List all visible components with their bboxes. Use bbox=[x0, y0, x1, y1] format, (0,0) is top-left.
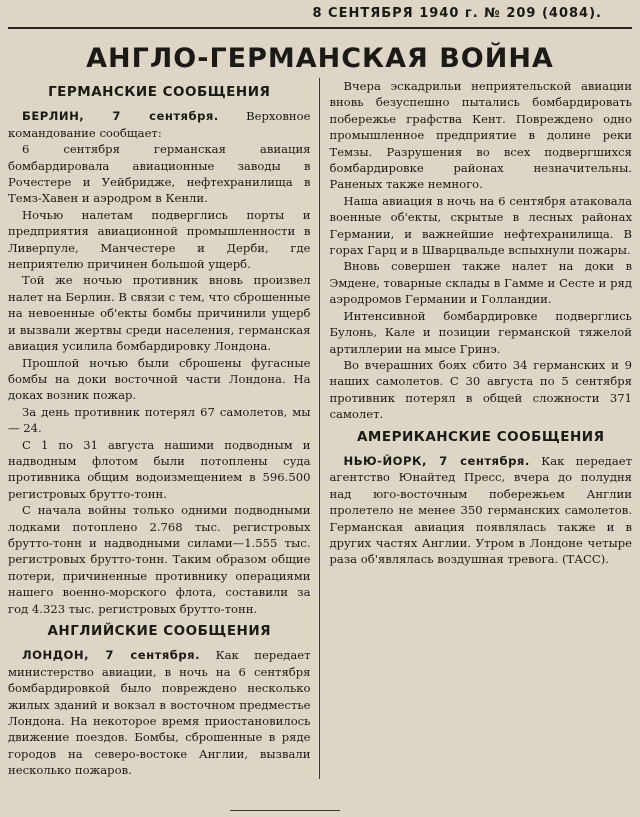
main-headline: АНГЛО-ГЕРМАНСКАЯ ВОЙНА bbox=[86, 43, 554, 74]
german-paragraph: Той же ночью противник вновь произвел налет на Берлин. В связи с тем, что сброшенные на невоенные об'екты бомбы причинили ущерб и вызвали жертвы среди населения, германская авиация усилила бомбардировку Лондона. bbox=[8, 273, 311, 354]
german-paragraph: 6 сентября германская авиация бомбардировала авиационные заводы в Рочестере и Уейбридже, нефтехранилища в Темз-Хавен и аэродром в Кенли. bbox=[8, 142, 311, 206]
english-reports-heading: АНГЛИЙСКИЕ СООБЩЕНИЯ bbox=[47, 623, 272, 639]
german-dateline: БЕРЛИН, 7 сентября. bbox=[22, 109, 219, 124]
english-paragraph: Во вчерашних боях сбито 34 германских и 9 наших самолетов. С 30 августа по 5 сентября противник потерял в общей сложности 371 самолет. bbox=[329, 357, 632, 422]
english-intro: Как передает министерство авиации, в ночь на 6 сентября бомбардировкой было повреждено несколько жилых зданий и вокзал в восточном предместье Лондона. На некоторое время приостановилось движение поездов. Бомбы, сброшенные в ряде городов на северо-востоке Англии, вызвали несколько пожаров. bbox=[8, 648, 311, 778]
american-lead-paragraph bbox=[330, 453, 633, 568]
english-lead-paragraph bbox=[8, 647, 311, 778]
article-columns bbox=[8, 78, 632, 779]
german-intro: Верховное командование сообщает: bbox=[8, 109, 311, 140]
footer-rule bbox=[230, 810, 340, 811]
english-paragraph: Вчера эскадрильи неприятельской авиации вновь безуспешно пытались бомбардировать побережье графства Кент. Повреждено одно промышленное предприятие в долине реки Темзы. Разрушения во всех подвергшихся бомбардировке районах незначительны. Раненых также немного. bbox=[329, 79, 632, 192]
left-column bbox=[8, 78, 320, 779]
issue-dateline: 8 СЕНТЯБРЯ 1940 г. № 209 (4084). bbox=[312, 6, 602, 21]
german-paragraph: За день противник потерял 67 самолетов, мы — 24. bbox=[8, 404, 311, 436]
german-paragraph: Ночью налетам подверглись порты и предприятия авиационной промышленности в Ливерпуле, Манчестере и Дерби, где неприятелю причинен большой ущерб. bbox=[8, 207, 311, 272]
german-paragraph: С 1 по 31 августа нашими подводным и надводным флотом были потоплены суда противника общим водоизмещением в 596.500 регистровых брутто-тонн. bbox=[8, 437, 311, 501]
header-rule bbox=[8, 27, 632, 29]
german-paragraph: С начала войны только одними подводными лодками потоплено 2.768 тыс. регистровых брутто-тонн и надводными силами—1.555 тыс. регистровых брутто-тонн. Таким образом общие потери, причиненные противнику операциями нашего военно-морского флота, составили за год 4.323 тыс. регистровых брутто-тонн. bbox=[8, 503, 311, 616]
german-lead-paragraph bbox=[8, 108, 311, 141]
english-paragraph: Вновь совершен также налет на доки в Эмдене, товарные склады в Гамме и Сесте и ряд аэродромов Германии и Голландии. bbox=[329, 259, 632, 307]
german-reports-heading: ГЕРМАНСКИЕ СООБЩЕНИЯ bbox=[48, 84, 271, 100]
german-paragraph: Прошлой ночью были сброшены фугасные бомбы на доки восточной части Лондона. На доках возник пожар. bbox=[8, 355, 311, 403]
english-paragraph: Интенсивной бомбардировке подверглись Булонь, Кале и позиции германской тяжелой артиллерии на мысе Гринэ. bbox=[329, 308, 632, 356]
english-dateline: ЛОНДОН, 7 сентября. bbox=[22, 648, 201, 663]
american-text: Как передает агентство Юнайтед Пресс, вчера до полудня над юго-восточным побережьем Англии пролетело не менее 350 германских самолетов. Германская авиация появлялась также и в других частях Англии. Утром в Лондоне четыре раза об'являлась воздушная тревога. (ТАСС). bbox=[329, 453, 633, 567]
english-paragraph: Наша авиация в ночь на 6 сентября атаковала военные об'екты, скрытые в лесных районах Германии, и важнейшие нефтехранилища. В горах Гарц и в Шварцвальде вспыхнули пожары. bbox=[329, 193, 632, 258]
american-dateline: НЬЮ-ЙОРК, 7 сентября. bbox=[343, 453, 530, 468]
right-column bbox=[320, 78, 633, 779]
american-reports-heading: АМЕРИКАНСКИЕ СООБЩЕНИЯ bbox=[356, 428, 605, 445]
